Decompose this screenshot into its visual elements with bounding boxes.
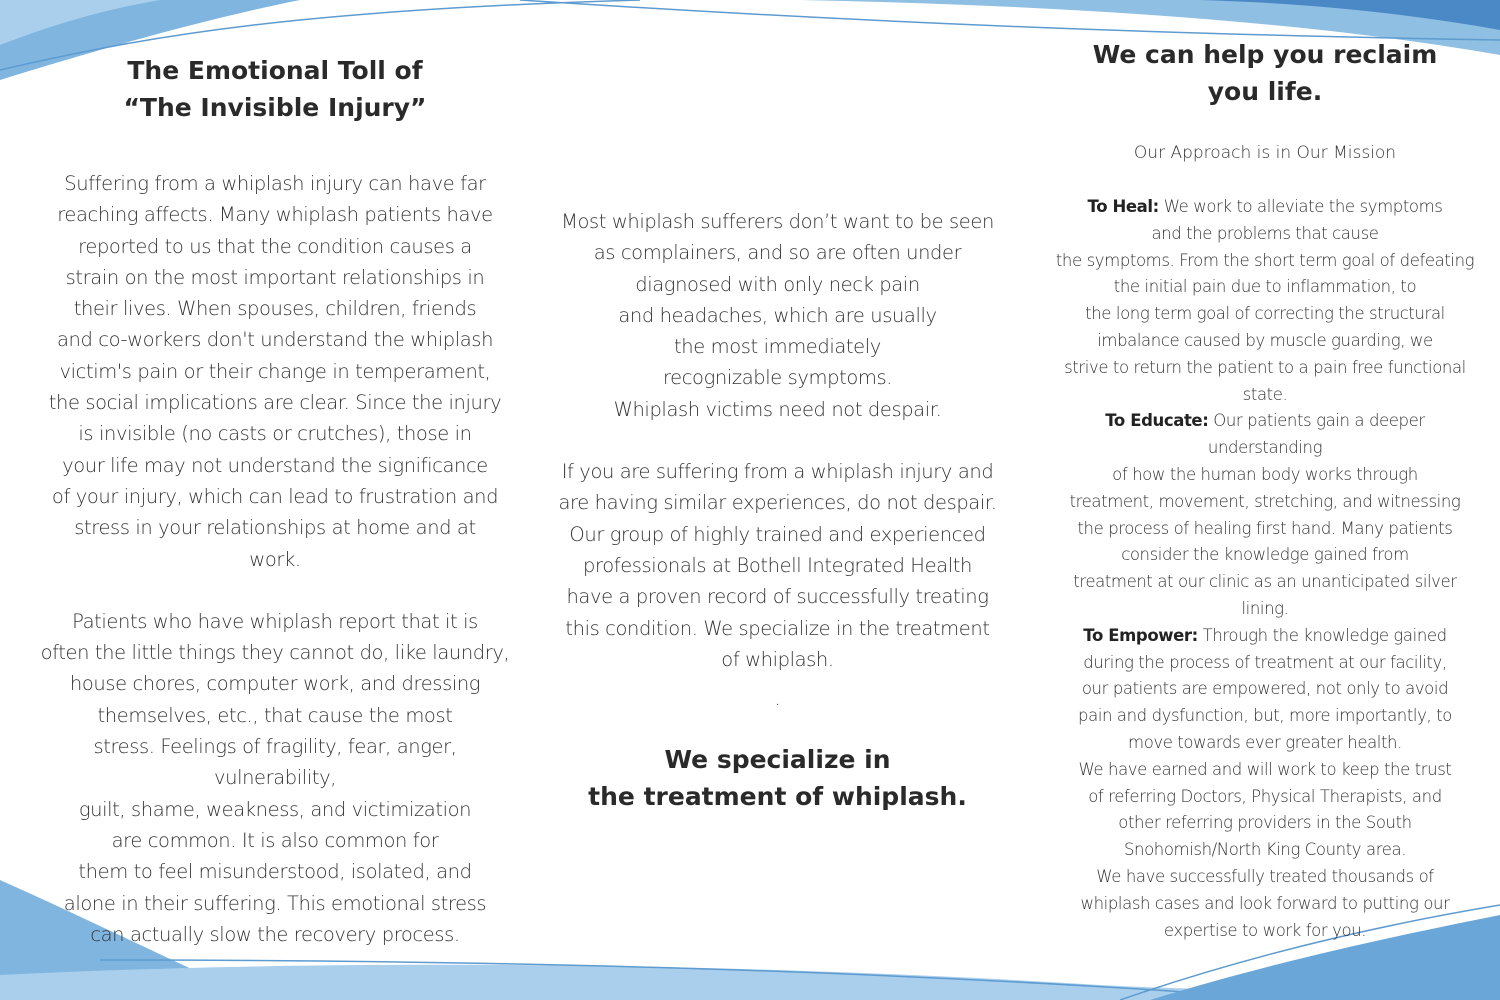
- mission-list: [1040, 194, 1490, 944]
- mission-educate: [1040, 408, 1490, 622]
- mission-heal: [1040, 194, 1490, 408]
- educate-label: To Educate:: [1105, 411, 1209, 431]
- empower-text: Through the knowledge gained during the process of treatment at our facility, our patients are empowered, not only to avoid pain and dysfunction, but, more importantly, to move towards ever greater health.: [1078, 625, 1452, 752]
- empower-label: To Empower:: [1083, 625, 1198, 645]
- mission-subtitle: Our Approach is in Our Mission: [1133, 143, 1397, 163]
- left-paragraph-2: Patients who have whiplash report that it is often the little things they cannot do, like laundry, house chores, computer work, and dressing themselves, etc., that cause the most stress. Feelings of fragility, fear, anger, vulnerability, guilt, shame, weakness, and victimization are common. It is also common for them to feel misunderstood, isolated, and alone in their suffering. This emotional stress can actually slow the recovery process.: [40, 609, 510, 946]
- left-panel-title: The Emotional Toll of “The Invisible Injury”: [123, 56, 427, 122]
- left-panel: [30, 52, 520, 950]
- educate-text: Our patients gain a deeper understanding of how the human body works through treatment, movement, stretching, and witnessing the process of healing first hand. Many patients consider the knowledge gained from treatment at our clinic as an unanticipated silver lining.: [1069, 411, 1461, 618]
- mission-empower: [1040, 623, 1490, 757]
- middle-paragraph-2: If you are suffering from a whiplash injury and are having similar experiences, do not despair. Our group of highly trained and experienced professionals at Bothell Integrated Health have a proven record of successfully treating this condition. We specialize in the treatment of whiplash.: [558, 460, 997, 671]
- heal-text: We work to alleviate the symptoms and the problems that cause the symptoms. From the short term goal of defeating the initial pain due to inflammation, to the long term goal of correcting the structural imbalance caused by muscle guarding, we strive to return the patient to a pain free functional state.: [1055, 197, 1475, 404]
- middle-paragraph-1: Most whiplash sufferers don’t want to be seen as complainers, and so are often under diagnosed with only neck pain and headaches, which are usually the most immediately recognizable symptoms. Whiplash victims need not despair.: [561, 210, 994, 421]
- right-panel-title: We can help you reclaim you life.: [1092, 40, 1438, 106]
- middle-panel: [540, 206, 1015, 815]
- heal-label: To Heal:: [1087, 197, 1159, 216]
- middle-dot: .: [774, 688, 781, 711]
- right-panel: [1040, 36, 1490, 944]
- left-paragraph-1: Suffering from a whiplash injury can have far reaching affects. Many whiplash patients have reported to us that the condition causes a strain on the most important relationships in their lives. When spouses, children, friends and co-workers don't understand the whiplash victim's pain or their change in temperament, the social implications are clear. Since the injury is invisible (no casts or crutches), those in your life may not understand the significance of your injury, which can lead to frustration and stress in your relationships at home and at work.: [48, 172, 502, 571]
- trust-statement: We have earned and will work to keep the trust of referring Doctors, Physical Therapists, and other referring providers in the South Snohomish/North King County area.: [1078, 759, 1452, 860]
- middle-tagline: We specialize in the treatment of whiplash.: [588, 745, 967, 812]
- success-statement: We have successfully treated thousands of whiplash cases and look forward to putting our expertise to work for you.: [1080, 866, 1450, 940]
